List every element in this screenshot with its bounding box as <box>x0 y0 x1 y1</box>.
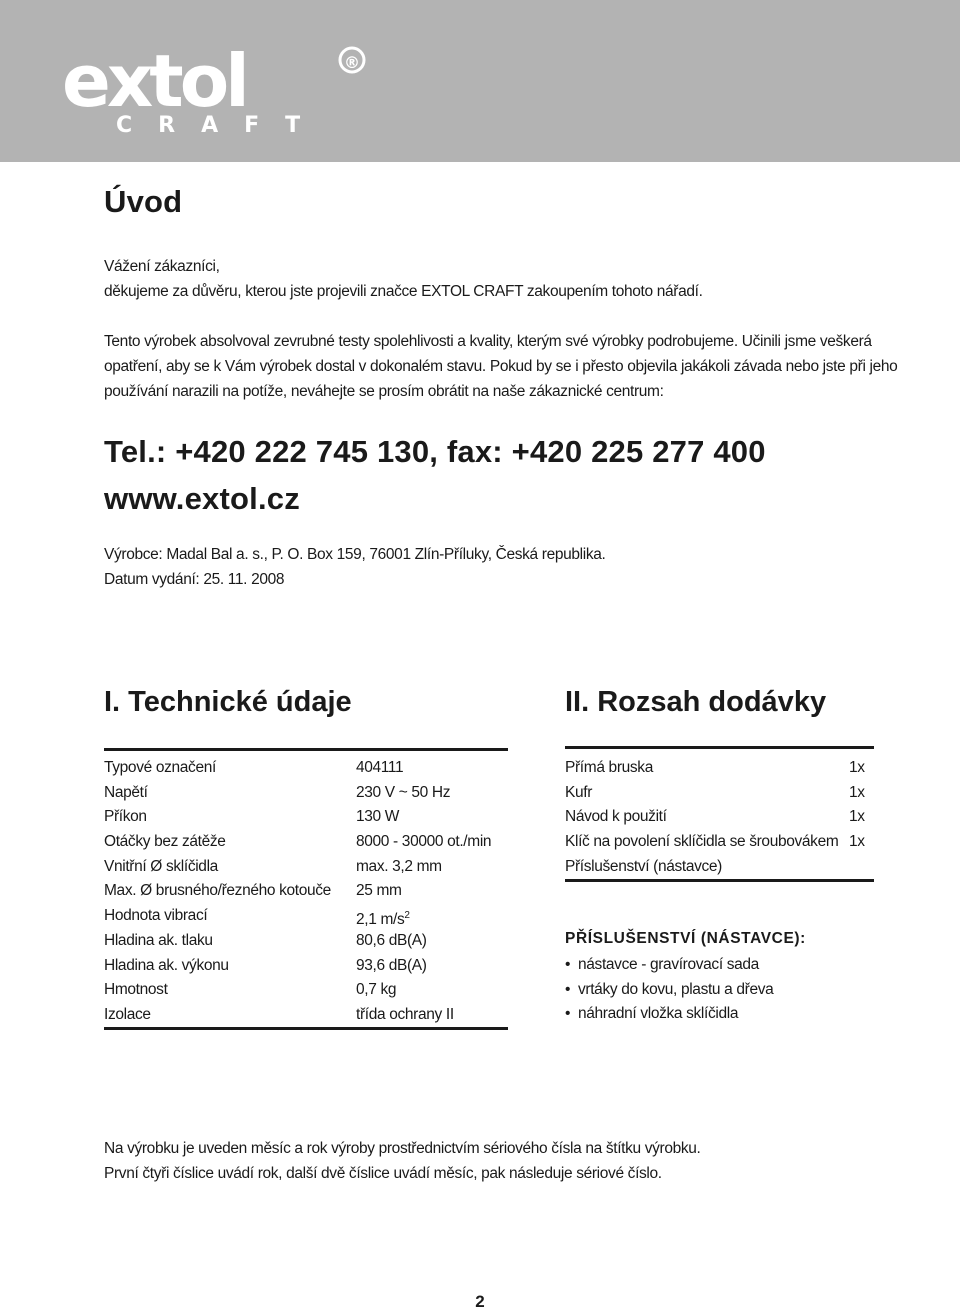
scope-qty <box>849 855 873 880</box>
tech-row <box>104 756 508 781</box>
tech-label: Izolace <box>104 1005 151 1023</box>
tech-value-text: 80,6 dB(A) <box>356 931 427 949</box>
footer-line: Na výrobku je uveden měsíc a rok výroby prostřednictvím sériového čísla na štítku výrobku. <box>104 1140 701 1157</box>
tech-row <box>104 1003 508 1028</box>
intro-body <box>104 329 897 404</box>
scope-row <box>565 830 873 855</box>
tech-value-text: max. 3,2 mm <box>356 857 442 875</box>
unit-exponent: 2 <box>404 910 410 922</box>
accessory-item <box>565 978 773 1003</box>
scope-row <box>565 855 873 880</box>
tech-value-text: 25 mm <box>356 882 402 900</box>
scope-qty: 1x <box>849 759 865 776</box>
tech-value <box>356 781 508 806</box>
scope-heading: II. Rozsah dodávky <box>565 686 827 718</box>
logo-subline: CRAFT <box>116 113 327 134</box>
tech-label: Hladina ak. tlaku <box>104 931 213 949</box>
tech-row <box>104 954 508 979</box>
scope-row <box>565 756 873 781</box>
tech-row <box>104 904 508 929</box>
tech-label: Hodnota vibrací <box>104 907 208 925</box>
accessory-item <box>565 953 773 978</box>
scope-list <box>565 756 873 879</box>
tech-row <box>104 781 508 806</box>
scope-item: Kufr <box>565 783 593 801</box>
manufacturer-line: Výrobce: Madal Bal a. s., P. O. Box 159, 76001 Zlín-Příluky, Česká republika. <box>104 546 606 563</box>
body-line: používání narazili na potíže, neváhejte se prosím obrátit na naše zákaznické centrum: <box>104 383 664 400</box>
tech-value-text: 2,1 m/s <box>356 911 405 929</box>
tech-label: Max. Ø brusného/řezného kotouče <box>104 882 331 900</box>
scope-qty: 1x <box>849 833 865 851</box>
tech-value <box>356 978 508 1003</box>
scope-item: Návod k použití <box>565 808 667 826</box>
accessory-text: vrtáky do kovu, plastu a dřeva <box>578 980 774 998</box>
accessory-text: nástavce - gravírovací sada <box>578 956 759 973</box>
tech-row <box>104 879 508 904</box>
tech-value <box>356 805 508 830</box>
tech-value <box>356 830 508 855</box>
tech-label: Vnitřní Ø sklíčidla <box>104 857 218 875</box>
footer-line: První čtyři číslice uvádí rok, další dvě číslice uvádí měsíc, pak následuje sériové číslo. <box>104 1165 662 1182</box>
scope-rule-bottom <box>565 879 874 882</box>
tech-value-text: 93,6 dB(A) <box>356 956 427 974</box>
scope-row <box>565 805 873 830</box>
tech-value <box>356 855 508 880</box>
tech-value-text: 404111 <box>356 759 404 776</box>
body-line: opatření, aby se k Vám výrobek dostal v dokonalém stavu. Pokud by se i přesto objevila jakákoli závada nebo jste při jeho <box>104 358 898 375</box>
bullet-icon: • <box>565 956 571 973</box>
scope-item: Klíč na povolení sklíčidla se šroubovákem <box>565 833 839 851</box>
accessories-list <box>565 953 773 1027</box>
tech-table <box>104 756 508 1028</box>
issue-date: Datum vydání: 25. 11. 2008 <box>104 571 285 588</box>
scope-rule-top <box>565 746 874 749</box>
tech-label: Typové označení <box>104 759 216 776</box>
scope-item: Přímá bruska <box>565 759 653 776</box>
tech-row <box>104 830 508 855</box>
tech-row <box>104 855 508 880</box>
page-number: 2 <box>475 1292 485 1311</box>
tech-label: Hmotnost <box>104 981 168 999</box>
website-link[interactable]: www.extol.cz <box>104 481 300 516</box>
tech-value <box>356 954 508 979</box>
tech-value-text: 130 W <box>356 808 400 826</box>
tech-value <box>356 756 508 781</box>
tech-heading: I. Technické údaje <box>104 686 352 718</box>
scope-item: Příslušenství (nástavce) <box>565 857 722 875</box>
greeting <box>104 254 703 304</box>
body-line: Tento výrobek absolvoval zevrubné testy spolehlivosti a kvality, kterým své výrobky podrobujeme. Učinili jsme veškerá <box>104 333 872 350</box>
manufacturer-info <box>104 542 605 592</box>
greeting-line: děkujeme za důvěru, kterou jste projevili značce EXTOL CRAFT zakoupením tohoto nářadí. <box>104 283 703 300</box>
tech-value-text: 0,7 kg <box>356 981 397 999</box>
tech-label: Otáčky bez zátěže <box>104 833 226 851</box>
tech-value-text: třída ochrany II <box>356 1005 454 1023</box>
accessory-text: náhradní vložka sklíčidla <box>578 1005 739 1023</box>
bullet-icon: • <box>565 1005 571 1023</box>
logo-wordmark: extol <box>62 44 246 123</box>
footer-note <box>104 1136 701 1186</box>
tech-value <box>356 904 508 929</box>
tech-rule-bottom <box>104 1027 508 1030</box>
contact-phone-fax: Tel.: +420 222 745 130, fax: +420 225 277 400 <box>104 434 766 469</box>
tech-row <box>104 978 508 1003</box>
scope-qty: 1x <box>849 808 865 826</box>
scope-row <box>565 781 873 806</box>
brand-header <box>0 0 960 162</box>
tech-label: Napětí <box>104 783 148 801</box>
tech-value <box>356 929 508 954</box>
extol-craft-logo <box>60 44 370 134</box>
registered-mark: ® <box>344 53 360 72</box>
accessory-item <box>565 1002 773 1027</box>
accessories-title: PŘÍSLUŠENSTVÍ (NÁSTAVCE): <box>565 930 806 947</box>
tech-label: Příkon <box>104 808 147 826</box>
scope-qty: 1x <box>849 783 865 801</box>
intro-heading: Úvod <box>104 184 183 219</box>
tech-row <box>104 929 508 954</box>
tech-value <box>356 879 508 904</box>
bullet-icon: • <box>565 980 571 998</box>
tech-value <box>356 1003 508 1028</box>
tech-row <box>104 805 508 830</box>
tech-value-text: 230 V ~ 50 Hz <box>356 783 451 801</box>
greeting-line: Vážení zákazníci, <box>104 258 220 275</box>
tech-rule-top <box>104 748 508 751</box>
tech-label: Hladina ak. výkonu <box>104 956 229 974</box>
tech-value-text: 8000 - 30000 ot./min <box>356 833 492 851</box>
